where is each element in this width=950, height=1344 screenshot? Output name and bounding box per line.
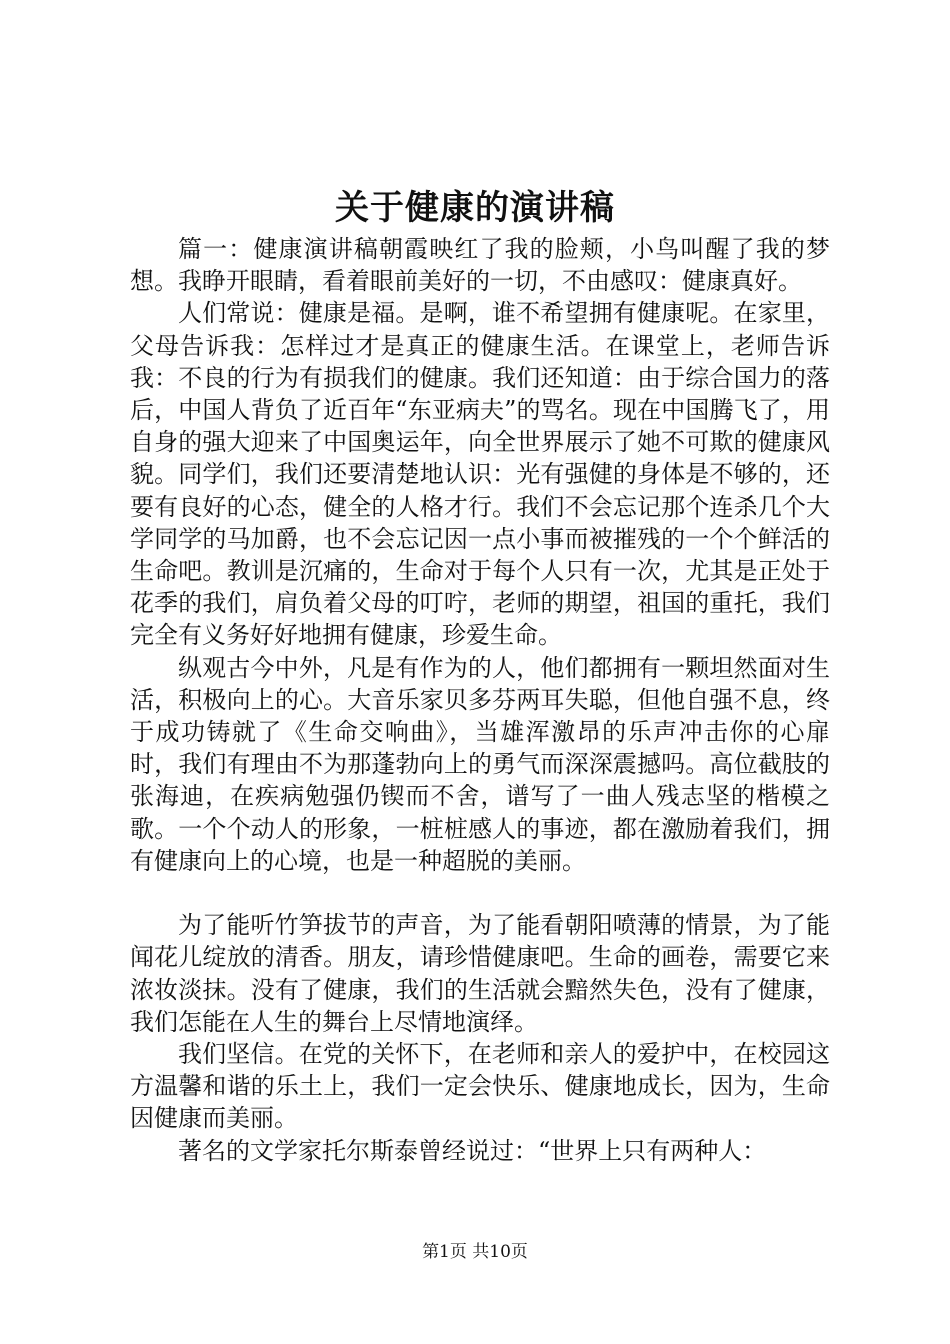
paragraph-6: 著名的文学家托尔斯泰曾经说过：“世界上只有两种人： — [178, 1136, 767, 1165]
paragraph-3: 纵观古今中外，凡是有作为的人，他们都拥有一颗坦然面对生活，积极向上的心。大音乐家贝多芬两耳失聪，但他自强不息，终于成功铸就了《生命交响曲》，当雄浑激昂的乐声冲击你的心扉时，我们有理由不为那蓬勃向上的勇气而深深震撼吗。高位截肢的张海迪，在疾病勉强仍锲而不舍，谱写了一曲人残志坚的楷模之歌。一个个动人的形象，一桩桩感人的事迹，都在激励着我们，拥有健康向上的心境，也是一种超脱的美丽。 — [130, 653, 830, 875]
paragraph-4: 为了能听竹笋拔节的声音，为了能看朝阳喷薄的情景，为了能闻花儿绽放的清香。朋友，请珍惜健康吧。生命的画卷，需要它来浓妆淡抹。没有了健康，我们的生活就会黯然失色，没有了健康，我们怎能在人生的舞台上尽情地演绎。 — [130, 911, 830, 1036]
document-title: 关于健康的演讲稿 — [335, 188, 615, 228]
page-number-footer: 第1页 共10页 — [422, 1242, 528, 1262]
paragraph-spacer — [130, 877, 830, 909]
paragraph-2: 人们常说：健康是福。是啊，谁不希望拥有健康呢。在家里，父母告诉我：怎样过才是真正的健康生活。在课堂上，老师告诉我：不良的行为有损我们的健康。我们还知道：由于综合国力的落后，中国人背负了近百年“东亚病夫”的骂名。现在中国腾飞了，用自身的强大迎来了中国奥运年，向全世界展示了她不可欺的健康风貌。同学们，我们还要清楚地认识：光有强健的身体是不够的，还要有良好的心态，健全的人格才行。我们不会忘记那个连杀几个大学同学的马加爵，也不会忘记因一点小事而被摧残的一个个鲜活的生命吧。教训是沉痛的，生命对于每个人只有一次，尤其是正处于花季的我们，肩负着父母的叮咛，老师的期望，祖国的重托，我们完全有义务好好地拥有健康，珍爱生命。 — [130, 299, 830, 650]
paragraph-5: 我们坚信。在党的关怀下，在老师和亲人的爱护中，在校园这方温馨和谐的乐土上，我们一定会快乐、健康地成长，因为，生命因健康而美丽。 — [130, 1040, 830, 1133]
paragraph-1: 篇一：健康演讲稿朝霞映红了我的脸颊，小鸟叫醒了我的梦想。我睁开眼睛，看着眼前美好的一切，不由感叹：健康真好。 — [130, 235, 830, 296]
document-body — [130, 233, 830, 1167]
